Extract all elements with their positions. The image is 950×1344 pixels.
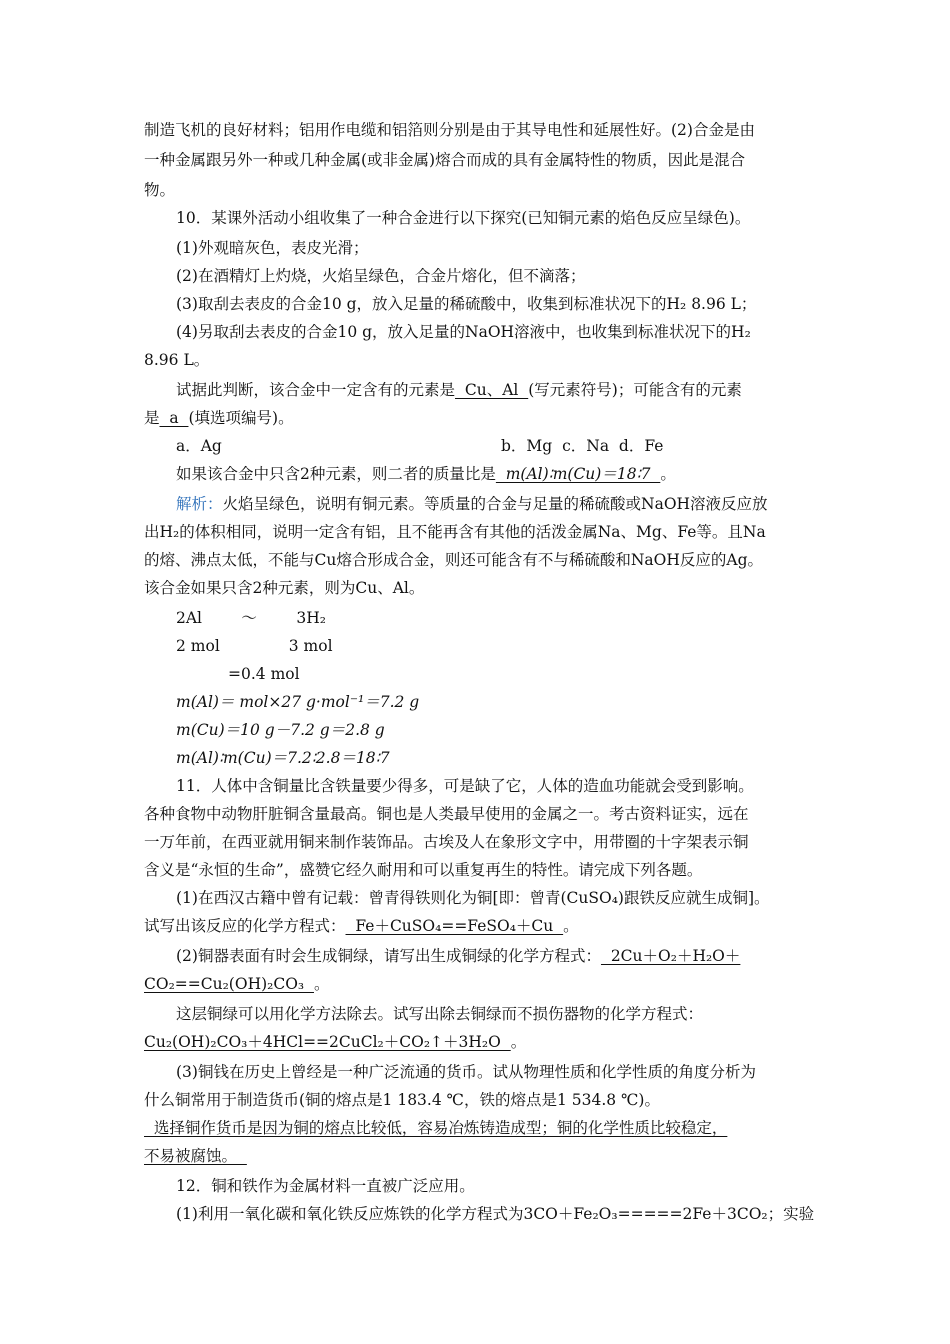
text-line: [144, 916, 579, 936]
answer-blank: 不易被腐蚀。: [144, 1147, 247, 1165]
text-line: (3)铜钱在历史上曾经是一种广泛流通的货币。试从物理性质和化学性质的角度分析为: [176, 1063, 756, 1081]
text-line: 8.96 L。: [144, 351, 210, 369]
text-line: 物。: [144, 181, 176, 199]
text-span: (2)铜器表面有时会生成铜绿，请写出生成铜绿的化学方程式：: [176, 947, 601, 965]
text-span: 。: [660, 465, 676, 483]
text-line: 出H₂的体积相同，说明一定含有铝，且不能再含有其他的活泼金属Na、Mg、Fe等。且Na: [144, 523, 766, 541]
analysis-line: [176, 494, 768, 514]
text-line: 含义是“永恒的生命”，盛赞它经久耐用和可以重复再生的特性。请完成下列各题。: [144, 861, 703, 879]
question-11: 11．人体中含铜量比含铁量要少得多，可是缺了它，人体的造血功能就会受到影响。: [176, 777, 754, 795]
text-span: 。: [313, 975, 330, 993]
text-span: 试据此判断，该合金中一定含有的元素是: [176, 381, 456, 399]
calc-line: m(Al)∶m(Cu)＝7.2∶2.8＝18∶7: [176, 749, 390, 767]
text-line: [176, 380, 742, 400]
text-line: 该合金如果只含2种元素，则为Cu、Al。: [144, 579, 425, 597]
options-bcd: b．Mg c．Na d．Fe: [501, 437, 664, 455]
text-line: (3)取刮去表皮的合金10 g，放入足量的稀硫酸中，收集到标准状况下的H₂ 8.96 L；: [176, 295, 757, 313]
option-a: a．Ag: [176, 437, 222, 455]
calc-line: m(Cu)＝10 g－7.2 g＝2.8 g: [176, 721, 385, 739]
text-span: 火焰呈绿色，说明有铜元素。等质量的合金与足量的稀硫酸或NaOH溶液反应放: [222, 495, 768, 513]
text-line: (4)另取刮去表皮的合金10 g，放入足量的NaOH溶液中，也收集到标准状况下的H₂: [176, 323, 751, 341]
text-line: 一种金属跟另外一种或几种金属(或非金属)熔合而成的具有金属特性的物质，因此是混合: [144, 151, 746, 169]
text-span: 试写出该反应的化学方程式：: [144, 917, 346, 935]
answer-blank: Cu、Al: [455, 381, 529, 399]
calc-line: m(Al)＝ mol×27 g·mol⁻¹＝7.2 g: [176, 693, 420, 711]
text-line: (2)在酒精灯上灼烧，火焰呈绿色，合金片熔化，但不滴落；: [176, 267, 586, 285]
question-10: 10．某课外活动小组收集了一种合金进行以下探究(已知铜元素的焰色反应呈绿色)。: [176, 209, 751, 227]
answer-blank: a: [159, 409, 189, 427]
text-line: [144, 974, 330, 994]
question-12: 12．铜和铁作为金属材料一直被广泛应用。: [176, 1177, 475, 1195]
text-line: [144, 1032, 526, 1052]
analysis-label: 解析：: [176, 495, 223, 513]
text-span: 如果该合金中只含2种元素，则二者的质量比是: [176, 465, 496, 483]
calc-line: 2Al ～ 3H₂: [176, 609, 326, 627]
text-line: 的熔、沸点太低，不能与Cu熔合形成合金，则还可能含有不与稀硫酸和NaOH反应的Ag。: [144, 551, 763, 569]
answer-blank: 选择铜作货币是因为铜的熔点比较低，容易冶炼铸造成型；铜的化学性质比较稳定，: [144, 1119, 728, 1137]
text-span: 。: [563, 917, 579, 935]
text-span: 。: [510, 1033, 527, 1051]
text-span: (写元素符号)；可能含有的元素: [528, 381, 742, 399]
answer-blank: m(Al)∶m(Cu)＝18∶7: [495, 465, 661, 483]
text-line: [176, 946, 740, 966]
text-span: 是: [144, 409, 160, 427]
answer-blank: Cu₂(OH)₂CO₃＋4HCl==2CuCl₂＋CO₂↑＋3H₂O: [144, 1033, 511, 1051]
text-span: (填选项编号)。: [188, 409, 294, 427]
text-line: (1)在西汉古籍中曾有记载：曾青得铁则化为铜[即：曾青(CuSO₄)跟铁反应就生成铜]。: [176, 889, 770, 907]
answer-blank: CO₂==Cu₂(OH)₂CO₃: [144, 975, 314, 993]
text-line: [144, 408, 294, 428]
text-line: (1)外观暗灰色，表皮光滑；: [176, 239, 369, 257]
answer-blank: Fe＋CuSO₄==FeSO₄＋Cu: [345, 917, 564, 935]
text-line: [176, 464, 676, 484]
text-line: 一万年前，在西亚就用铜来制作装饰品。古埃及人在象形文字中，用带圈的十字架表示铜: [144, 833, 749, 851]
text-line: 这层铜绿可以用化学方法除去。试写出除去铜绿而不损伤器物的化学方程式：: [176, 1005, 704, 1023]
calc-line: =0.4 mol: [228, 665, 300, 683]
calc-line: 2 mol 3 mol: [176, 637, 333, 655]
answer-blank: 2Cu＋O₂＋H₂O＋: [600, 947, 741, 965]
text-line: 各种食物中动物肝脏铜含量最高。铜也是人类最早使用的金属之一。考古资料证实，远在: [144, 805, 749, 823]
text-line: (1)利用一氧化碳和氧化铁反应炼铁的化学方程式为3CO＋Fe₂O₃=====2Fe＋3CO₂；实验: [176, 1205, 815, 1223]
text-line: 什么铜常用于制造货币(铜的熔点是1 183.4 ℃，铁的熔点是1 534.8 ℃)。: [144, 1091, 660, 1109]
text-line: 制造飞机的良好材料；铝用作电缆和铝箔则分别是由于其导电性和延展性好。(2)合金是由: [144, 121, 755, 139]
